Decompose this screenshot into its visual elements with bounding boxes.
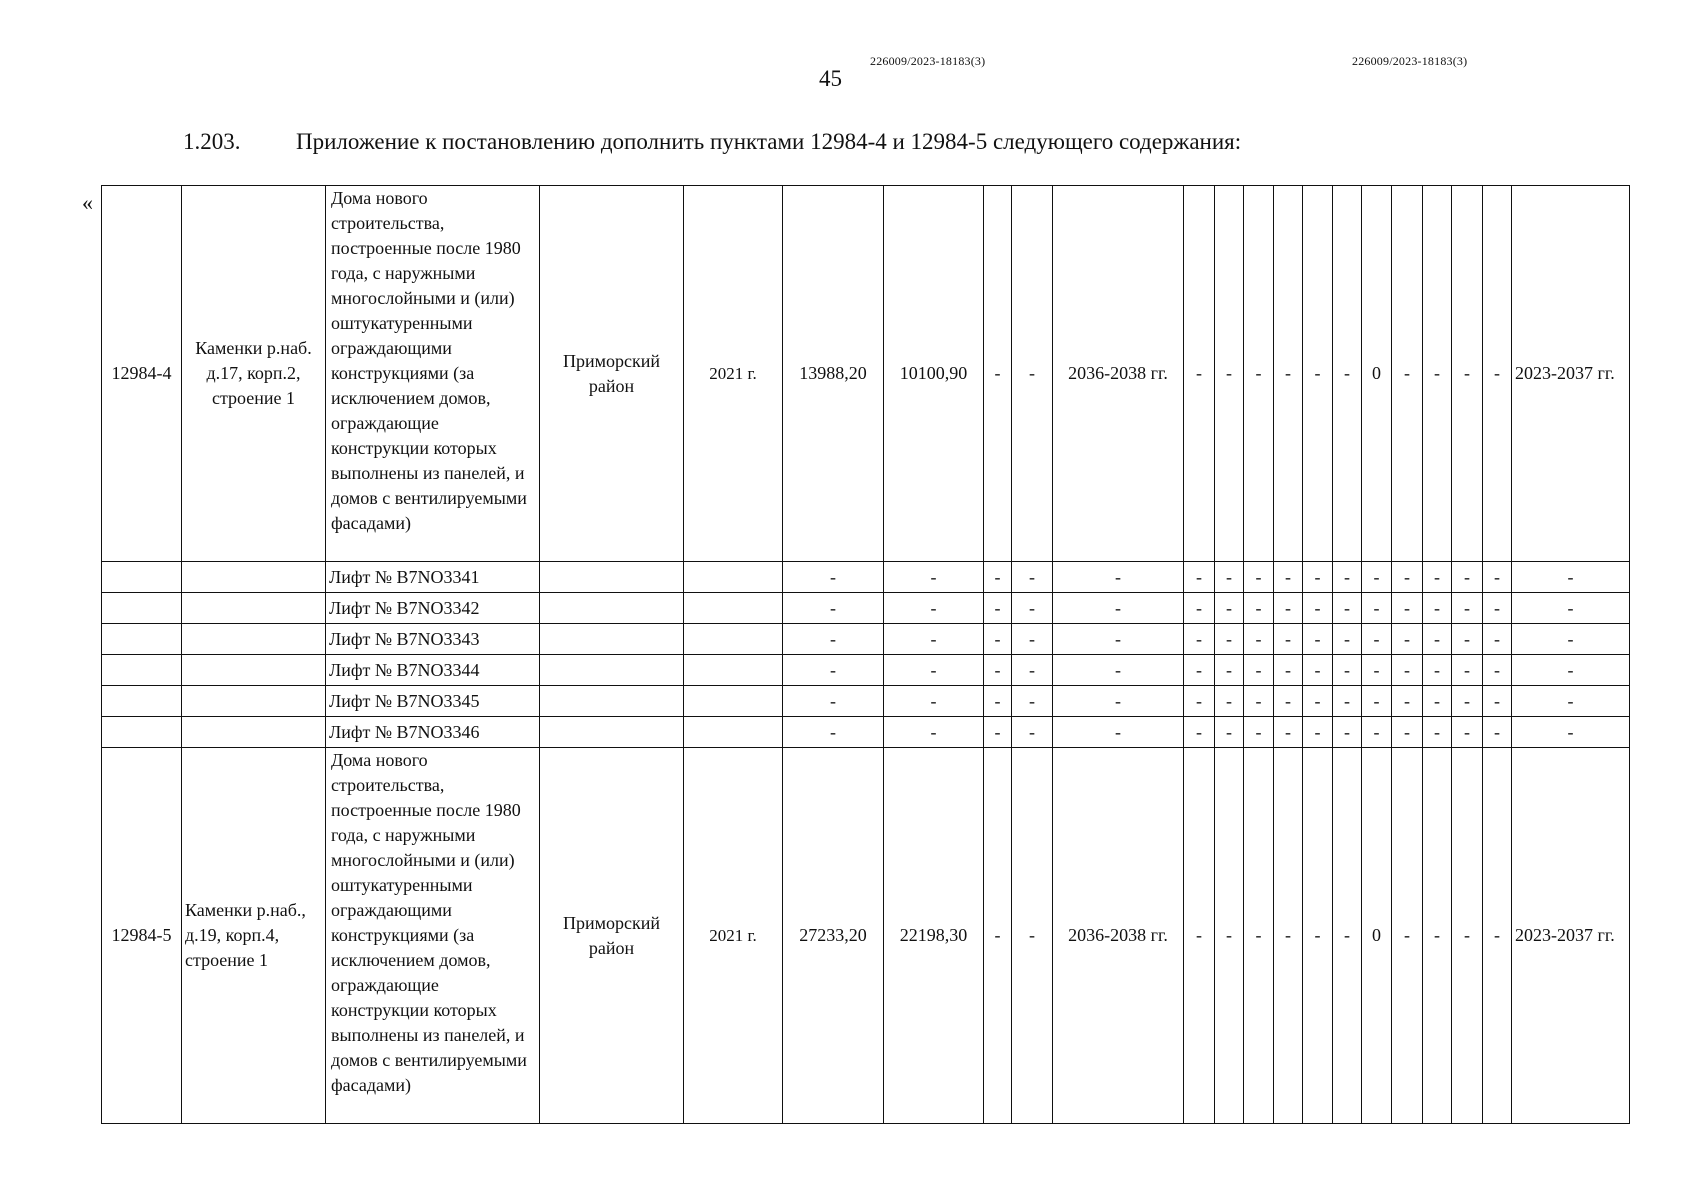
lift-cell: - xyxy=(1333,655,1362,686)
row-cell: - xyxy=(1184,186,1215,562)
row-area-total: 13988,20 xyxy=(783,186,884,562)
row-cell: - xyxy=(984,186,1012,562)
row-cell: - xyxy=(1483,748,1512,1124)
lift-cell: - xyxy=(1392,562,1423,593)
row-id: 12984-4 xyxy=(102,186,182,562)
lift-cell: - xyxy=(1362,624,1392,655)
lift-cell: - xyxy=(884,717,984,748)
lift-row xyxy=(102,562,1630,593)
lift-cell: - xyxy=(1012,562,1053,593)
lift-cell: - xyxy=(1452,655,1483,686)
lift-cell: - xyxy=(783,686,884,717)
lift-cell: - xyxy=(984,593,1012,624)
lift-cell: - xyxy=(1012,686,1053,717)
lift-cell: - xyxy=(1244,717,1274,748)
row-area-total: 27233,20 xyxy=(783,748,884,1124)
lift-cell: - xyxy=(1423,562,1452,593)
row-address: Каменки р.наб., д.19, корп.4, строение 1 xyxy=(182,748,326,1124)
lift-cell: - xyxy=(1303,593,1333,624)
lift-cell: - xyxy=(1333,624,1362,655)
row-period: 2036-2038 гг. xyxy=(1053,186,1184,562)
row-area-living: 22198,30 xyxy=(884,748,984,1124)
lift-cell: - xyxy=(1512,655,1630,686)
lift-cell: - xyxy=(1392,624,1423,655)
lift-row xyxy=(102,717,1630,748)
lift-cell: - xyxy=(884,686,984,717)
lift-cell: - xyxy=(1274,717,1303,748)
row-final-period: 2023-2037 гг. xyxy=(1512,186,1630,562)
lift-row xyxy=(102,624,1630,655)
lift-cell: - xyxy=(1184,562,1215,593)
lift-cell: - xyxy=(1215,562,1244,593)
row-cell: - xyxy=(1184,748,1215,1124)
table-row xyxy=(102,186,1630,562)
lift-cell: - xyxy=(1184,686,1215,717)
lift-cell: - xyxy=(1452,593,1483,624)
lift-cell: - xyxy=(1244,562,1274,593)
lift-cell: - xyxy=(1392,717,1423,748)
lift-name: Лифт № B7NO3343 xyxy=(326,624,540,655)
lift-cell: - xyxy=(1483,624,1512,655)
lift-cell: - xyxy=(1053,655,1184,686)
doc-id-left: 226009/2023-18183(3) xyxy=(870,54,986,68)
lift-row xyxy=(102,686,1630,717)
lift-cell: - xyxy=(984,562,1012,593)
lift-cell: - xyxy=(783,624,884,655)
lift-cell: - xyxy=(1452,686,1483,717)
lift-cell: - xyxy=(884,655,984,686)
lift-name: Лифт № B7NO3342 xyxy=(326,593,540,624)
row-cell: - xyxy=(1274,748,1303,1124)
row-year: 2021 г. xyxy=(684,748,783,1124)
row-period: 2036-2038 гг. xyxy=(1053,748,1184,1124)
row-cell: - xyxy=(1244,186,1274,562)
lift-cell: - xyxy=(1303,686,1333,717)
lift-cell: - xyxy=(1452,562,1483,593)
amendment-table xyxy=(101,185,1630,1124)
lift-cell: - xyxy=(783,717,884,748)
lift-cell: - xyxy=(1184,624,1215,655)
row-description: Дома нового строительства, построенные после 1980 года, с наружными многослойными и (или) оштукатуренными ограждающими конструкциями (за исключением домов, ограждающие конструкции которых выполнены из панелей, и домов с вентилируемыми фасадами) xyxy=(326,748,540,1124)
row-area-living: 10100,90 xyxy=(884,186,984,562)
lift-cell: - xyxy=(1512,686,1630,717)
row-cell: - xyxy=(1215,186,1244,562)
lift-cell: - xyxy=(1244,593,1274,624)
row-cell: - xyxy=(1333,186,1362,562)
row-cell: 0 xyxy=(1362,748,1392,1124)
lift-cell: - xyxy=(1512,624,1630,655)
section-text: Приложение к постановлению дополнить пунктами 12984-4 и 12984-5 следующего содержания: xyxy=(296,129,1242,154)
lift-cell: - xyxy=(1244,624,1274,655)
lift-cell: - xyxy=(1392,593,1423,624)
row-district: Приморский район xyxy=(540,748,684,1124)
lift-cell: - xyxy=(1215,655,1244,686)
doc-id-right: 226009/2023-18183(3) xyxy=(1352,54,1468,68)
lift-cell: - xyxy=(1333,593,1362,624)
lift-cell: - xyxy=(1053,717,1184,748)
lift-cell: - xyxy=(1483,717,1512,748)
lift-name: Лифт № B7NO3341 xyxy=(326,562,540,593)
lift-cell: - xyxy=(1184,655,1215,686)
lift-cell: - xyxy=(1053,562,1184,593)
row-cell: - xyxy=(1303,186,1333,562)
lift-cell: - xyxy=(1483,593,1512,624)
lift-cell: - xyxy=(1423,717,1452,748)
lift-cell: - xyxy=(1215,686,1244,717)
lift-cell: - xyxy=(1423,686,1452,717)
lift-cell: - xyxy=(1303,562,1333,593)
lift-cell: - xyxy=(1362,686,1392,717)
lift-cell: - xyxy=(1053,624,1184,655)
page-number: 45 xyxy=(819,66,842,91)
lift-cell: - xyxy=(1274,686,1303,717)
section-number: 1.203. xyxy=(183,129,241,154)
row-cell: - xyxy=(1274,186,1303,562)
row-cell: - xyxy=(1392,186,1423,562)
lift-cell: - xyxy=(984,624,1012,655)
lift-cell: - xyxy=(1215,717,1244,748)
lift-cell: - xyxy=(1423,624,1452,655)
lift-cell: - xyxy=(1012,593,1053,624)
lift-cell: - xyxy=(1483,562,1512,593)
row-cell: - xyxy=(1452,186,1483,562)
table-row xyxy=(102,748,1630,1124)
row-cell: - xyxy=(1423,748,1452,1124)
open-quote: « xyxy=(82,190,93,215)
lift-cell: - xyxy=(1274,562,1303,593)
row-cell: - xyxy=(1423,186,1452,562)
row-cell: - xyxy=(1244,748,1274,1124)
lift-cell: - xyxy=(1452,717,1483,748)
lift-cell: - xyxy=(1274,593,1303,624)
row-year: 2021 г. xyxy=(684,186,783,562)
lift-cell: - xyxy=(1392,655,1423,686)
lift-cell: - xyxy=(1053,593,1184,624)
lift-cell: - xyxy=(1012,655,1053,686)
lift-cell: - xyxy=(1392,686,1423,717)
lift-cell: - xyxy=(1215,593,1244,624)
row-cell: 0 xyxy=(1362,186,1392,562)
lift-cell: - xyxy=(1512,593,1630,624)
lift-cell: - xyxy=(1184,717,1215,748)
row-cell: - xyxy=(1303,748,1333,1124)
lift-cell: - xyxy=(984,655,1012,686)
lift-cell: - xyxy=(1512,562,1630,593)
row-cell: - xyxy=(984,748,1012,1124)
lift-cell: - xyxy=(1184,593,1215,624)
lift-cell: - xyxy=(1362,717,1392,748)
lift-cell: - xyxy=(884,624,984,655)
row-cell: - xyxy=(1452,748,1483,1124)
lift-cell: - xyxy=(1012,717,1053,748)
lift-cell: - xyxy=(884,562,984,593)
row-district: Приморский район xyxy=(540,186,684,562)
lift-row xyxy=(102,593,1630,624)
lift-cell: - xyxy=(1053,686,1184,717)
lift-cell: - xyxy=(1333,717,1362,748)
lift-name: Лифт № B7NO3345 xyxy=(326,686,540,717)
lift-cell: - xyxy=(1274,624,1303,655)
row-cell: - xyxy=(1012,748,1053,1124)
lift-row xyxy=(102,655,1630,686)
lift-cell: - xyxy=(1423,593,1452,624)
lift-cell: - xyxy=(1303,717,1333,748)
lift-cell: - xyxy=(1483,655,1512,686)
lift-cell: - xyxy=(1512,717,1630,748)
lift-cell: - xyxy=(884,593,984,624)
row-id: 12984-5 xyxy=(102,748,182,1124)
lift-cell: - xyxy=(1333,562,1362,593)
lift-cell: - xyxy=(783,593,884,624)
lift-cell: - xyxy=(1244,655,1274,686)
row-cell: - xyxy=(1483,186,1512,562)
lift-name: Лифт № B7NO3344 xyxy=(326,655,540,686)
lift-cell: - xyxy=(783,562,884,593)
lift-cell: - xyxy=(1362,562,1392,593)
lift-cell: - xyxy=(1012,624,1053,655)
row-address: Каменки р.наб. д.17, корп.2, строение 1 xyxy=(182,186,326,562)
row-cell: - xyxy=(1333,748,1362,1124)
row-description: Дома нового строительства, построенные после 1980 года, с наружными многослойными и (или) оштукатуренными ограждающими конструкциями (за исключением домов, ограждающие конструкции которых выполнены из панелей, и домов с вентилируемыми фасадами) xyxy=(326,186,540,562)
row-final-period: 2023-2037 гг. xyxy=(1512,748,1630,1124)
lift-cell: - xyxy=(1333,686,1362,717)
lift-cell: - xyxy=(1362,593,1392,624)
row-cell: - xyxy=(1012,186,1053,562)
lift-cell: - xyxy=(783,655,884,686)
lift-cell: - xyxy=(1452,624,1483,655)
lift-cell: - xyxy=(984,717,1012,748)
lift-cell: - xyxy=(1215,624,1244,655)
lift-cell: - xyxy=(1244,686,1274,717)
lift-cell: - xyxy=(1483,686,1512,717)
lift-cell: - xyxy=(1303,655,1333,686)
lift-cell: - xyxy=(1274,655,1303,686)
lift-name: Лифт № B7NO3346 xyxy=(326,717,540,748)
lift-cell: - xyxy=(1303,624,1333,655)
row-cell: - xyxy=(1215,748,1244,1124)
lift-cell: - xyxy=(984,686,1012,717)
row-cell: - xyxy=(1392,748,1423,1124)
lift-cell: - xyxy=(1423,655,1452,686)
lift-cell: - xyxy=(1362,655,1392,686)
